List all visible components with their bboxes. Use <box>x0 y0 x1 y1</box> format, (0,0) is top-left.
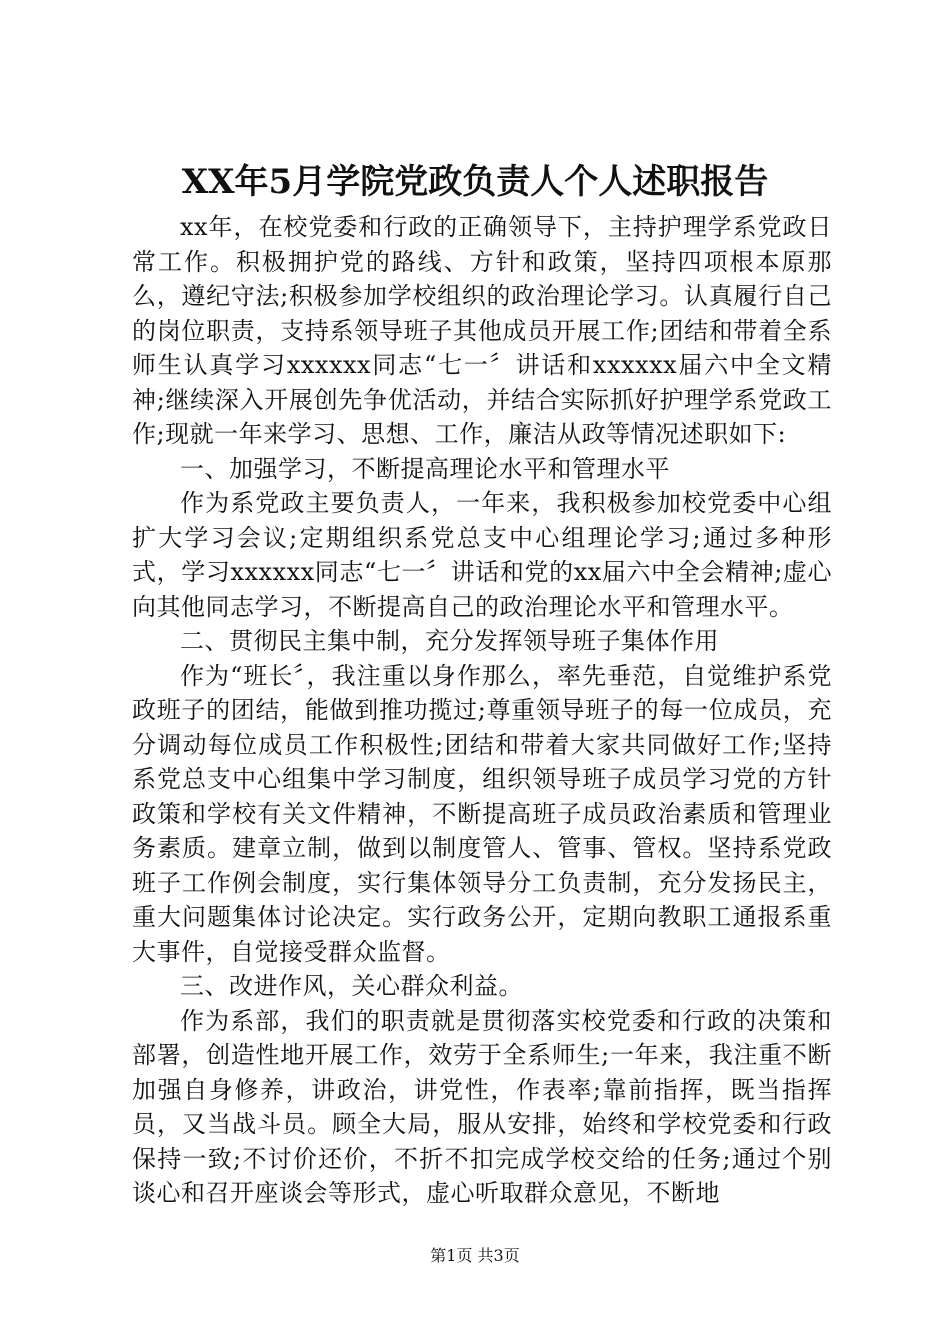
section-heading-1: 一、加强学习，不断提高理论水平和管理水平 <box>180 454 670 483</box>
paragraph-section-2: 作为“班长〞，我注重以身作那么，率先垂范，自觉维护系党政班子的团结，能做到推功揽过;尊重领导班子的每一位成员，充分调动每位成员工作积极性;团结和带着大家共同做好工作;坚持系党总支中心组集中学习制度，组织领导班子成员学习党的方针政策和学校有关文件精神，不断提高班子成员政治素质和管理业务素质。建章立制，做到以制度管人、管事、管权。坚持系党政班子工作例会制度，实行集体领导分工负责制，充分发扬民主，重大问题集体讨论决定。实行政务公开，定期向教职工通报系重大事件，自觉接受群众监督。 <box>132 661 832 966</box>
section-heading-3: 三、改进作风，关心群众利益。 <box>180 972 523 1000</box>
paragraph-intro: xx年，在校党委和行政的正确领导下，主持护理学系党政日常工作。积极拥护党的路线、方针和政策，坚持四项根本原那么，遵纪守法;积极参加学校组织的政治理论学习。认真履行自己的岗位职责，支持系领导班子其他成员开展工作;团结和带着全系师生认真学习xxxxxx同志“七一〞讲话和xxxxxx届六中全文精神;继续深入开展创先争优活动，并结合实际抓好护理学系党政工作;现就一年来学习、思想、工作，廉洁从政等情况述职如下: <box>132 213 832 448</box>
page-footer: 第1页 共3页 <box>430 1246 520 1265</box>
section-heading-2: 二、贯彻民主集中制，充分发挥领导班子集体作用 <box>180 627 719 655</box>
document-body <box>132 210 832 1211</box>
paragraph-section-3: 作为系部，我们的职责就是贯彻落实校党委和行政的决策和部署，创造性地开展工作，效劳于全系师生;一年来，我注重不断加强自身修养，讲政治，讲党性，作表率;靠前指挥，既当指挥员，又当战斗员。顾全大局，服从安排，始终和学校党委和行政保持一致;不讨价还价，不折不扣完成学校交给的任务;通过个别谈心和召开座谈会等形式，虚心听取群众意见，不断地 <box>132 1006 832 1207</box>
paragraph-section-1: 作为系党政主要负责人，一年来，我积极参加校党委中心组扩大学习会议;定期组织系党总支中心组理论学习;通过多种形式，学习xxxxxx同志“七一〞讲话和党的xx届六中全会精神;虚心向其他同志学习，不断提高自己的政治理论水平和管理水平。 <box>132 489 832 621</box>
document-title: XX年5月学院党政负责人个人述职报告 <box>181 162 769 202</box>
